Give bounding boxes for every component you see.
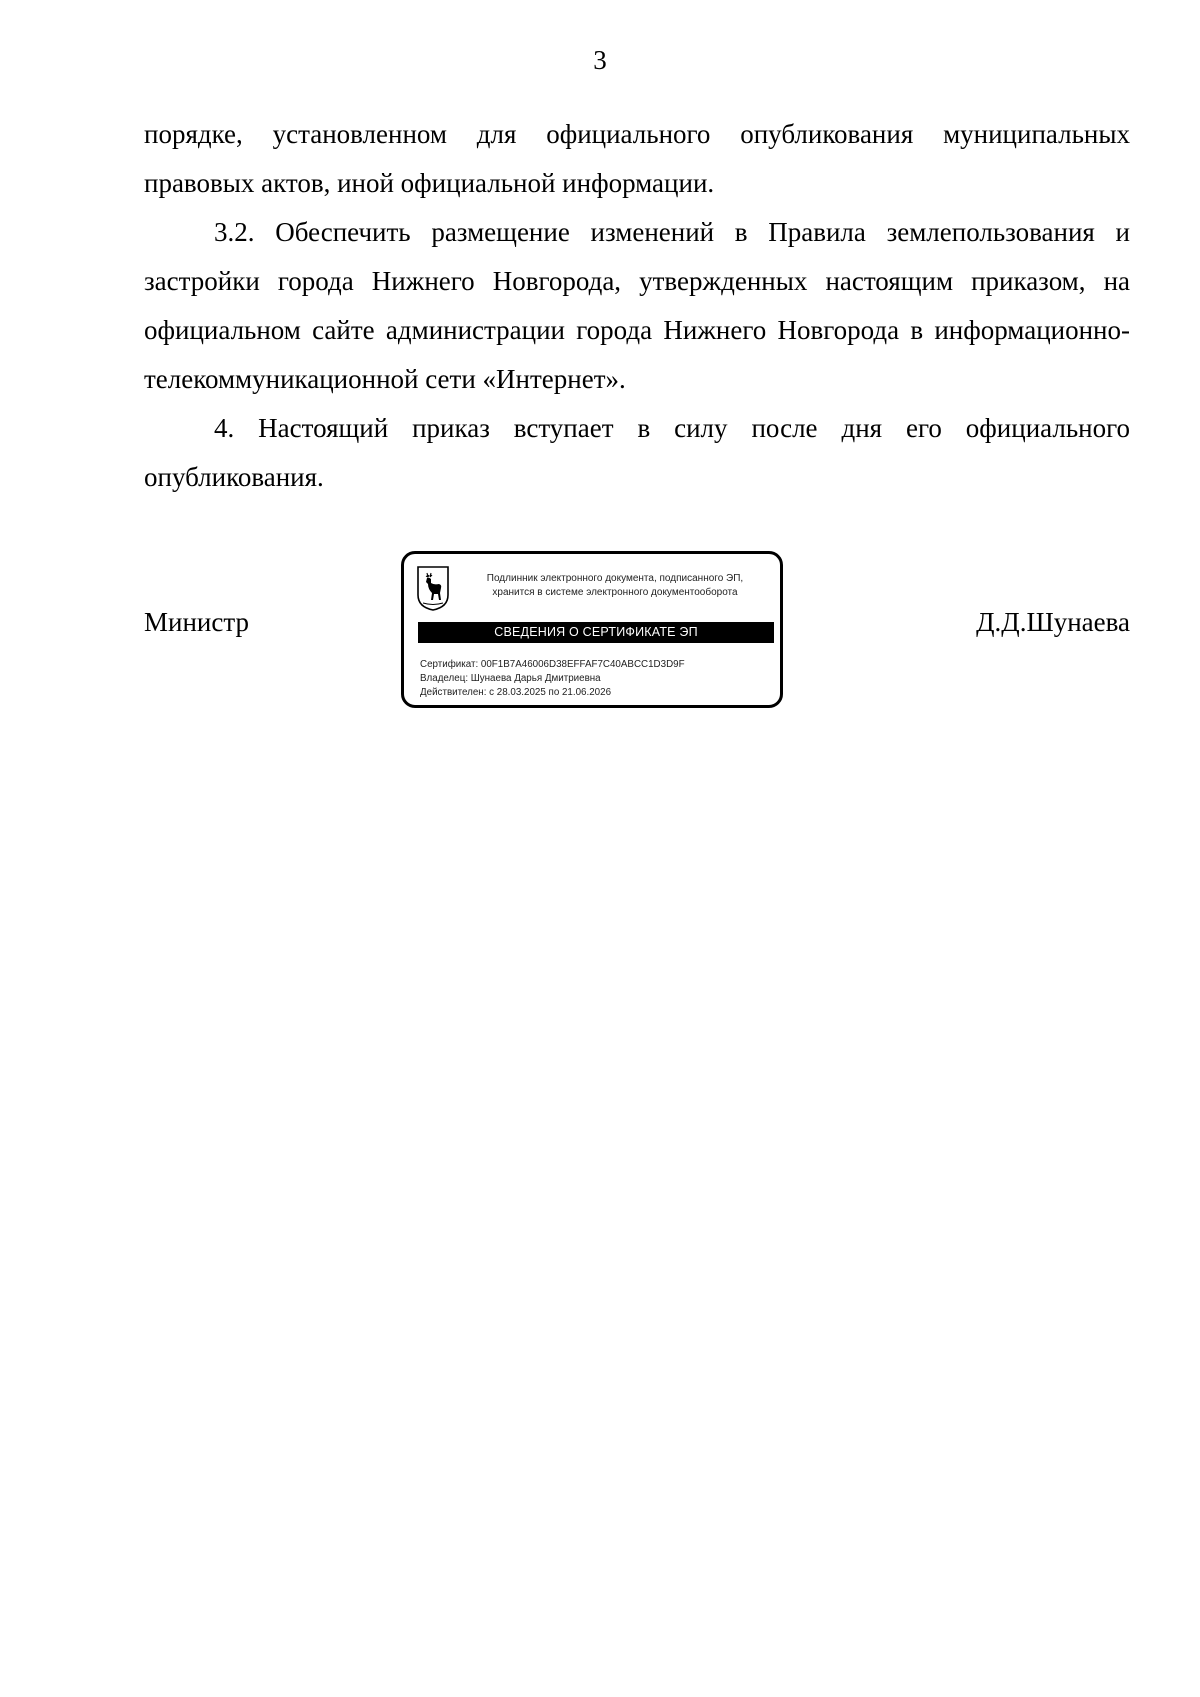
stamp-header-line-2: хранится в системе электронного документооборота	[492, 587, 738, 598]
paragraph-continuation: порядке, установленном для официального опубликования муниципальных правовых актов, иной официальной информации.	[144, 119, 1130, 198]
paragraph-3-2: 3.2. Обеспечить размещение изменений в Правила землепользования и застройки города Нижнего Новгорода, утвержденных настоящим приказом, на официальном сайте администрации города Нижнего Новгорода в информационно-телекоммуникационной сети «Интернет».	[144, 217, 1130, 394]
deer-emblem-icon	[416, 565, 450, 611]
electronic-signature-stamp	[401, 551, 783, 708]
certificate-info-band: СВЕДЕНИЯ О СЕРТИФИКАТЕ ЭП	[418, 622, 774, 643]
certificate-details	[420, 658, 770, 700]
stamp-header-line-1: Подлинник электронного документа, подписанного ЭП,	[486, 573, 744, 584]
paragraph-4: 4. Настоящий приказ вступает в силу после дня его официального опубликования.	[144, 413, 1130, 492]
certificate-validity: Действителен: с 28.03.2025 по 21.06.2026	[420, 687, 612, 698]
certificate-serial: Сертификат: 00F1B7A46006D38EFFAF7C40ABCC1D3D9F	[420, 659, 685, 670]
page-number: 3	[593, 45, 607, 75]
document-body	[144, 110, 1130, 502]
certificate-owner: Владелец: Шунаева Дарья Дмитриевна	[420, 673, 601, 684]
stamp-header	[460, 572, 770, 600]
signer-name: Д.Д.Шунаева	[976, 607, 1130, 637]
signer-position: Министр	[144, 607, 249, 637]
